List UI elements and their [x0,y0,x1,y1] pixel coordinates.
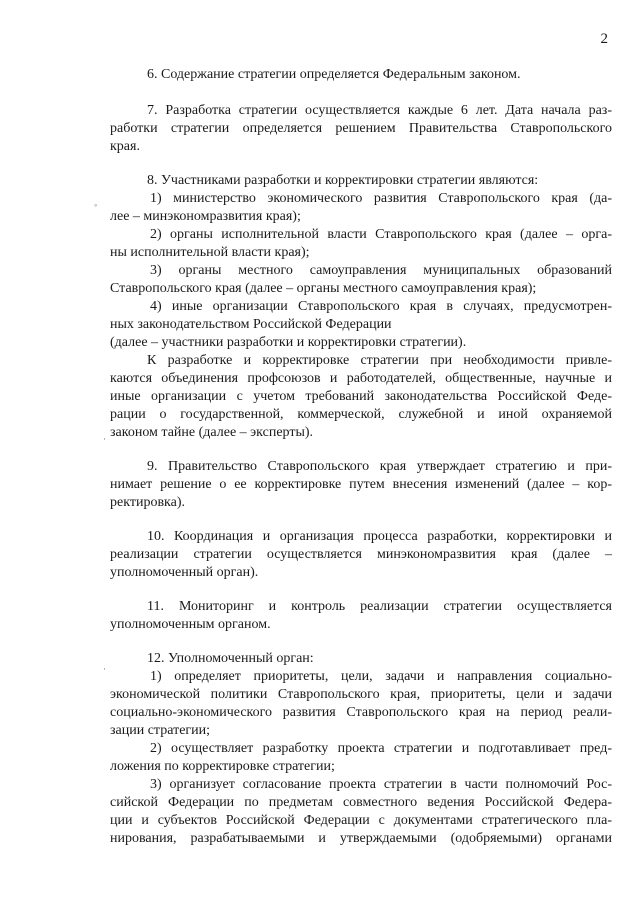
text-line: 2) органы исполнительной власти Ставропольского края (далее – орга- [150,227,612,242]
text-line: ны исполнительной власти края); [110,245,310,260]
text-line: 8. Участниками разработки и корректировки стратегии являются: [147,173,539,188]
text-line: иные организации с учетом требований законодательства Российской Федe- [110,389,612,404]
text-line: реализации стратегии осуществляется минэкономразвития края (далее – [110,547,612,562]
text-line: социально-экономического развития Ставропольского края на период реали- [110,705,612,720]
text-line: края. [110,139,140,154]
text-line: 4) иные организации Ставропольского края в случаях, предусмотрен- [150,299,612,314]
text-line: нимает решение о ее корректировке путем внесения изменений (далее – кор- [110,477,612,492]
text-line: 2) осуществляет разработку проекта стратегии и подготавливает пред- [150,741,612,756]
scan-dot: · [103,664,106,674]
text-line: уполномоченный орган). [110,565,259,580]
text-line: ции и субъектов Российской Федерации с документами стратегического пла- [110,813,612,828]
text-line: уполномоченным органом. [110,617,271,632]
text-line: экономической политики Ставропольского края, приоритеты, цели и задачи [110,687,612,702]
text-line: 11. Мониторинг и контроль реализации стратегии осуществляется [147,599,612,614]
text-line: сийской Федерации по предметам совместного ведения Российской Федера- [110,795,612,810]
text-line: 10. Координация и организация процесса разработки, корректировки и [147,529,612,544]
scan-dot: ◦ [94,200,98,210]
text-line: каются объединения профсоюзов и работодателей, общественные, научные и [110,371,612,386]
text-line: Ставропольского края (далее – органы местного самоуправления края); [110,281,537,296]
text-line: 6. Содержание стратегии определяется Федеральным законом. [147,67,521,82]
text-line: рации о государственной, коммерческой, служебной и иной охраняемой [110,407,612,422]
text-line: (далее – участники разработки и корректировки стратегии). [110,335,467,350]
text-line: нирования, разрабатываемыми и утверждаемыми (одобряемыми) органами [110,831,612,846]
text-line: ложения по корректировке стратегии; [110,759,335,774]
text-line: 1) определяет приоритеты, цели, задачи и направления социально- [150,669,612,684]
page-number: 2 [600,31,608,47]
text-line: ректировка). [110,495,186,510]
text-line: ных законодательством Российской Федерации [110,317,392,332]
text-line: зации стратегии; [110,723,211,738]
text-line: 7. Разработка стратегии осуществляется каждые 6 лет. Дата начала раз- [147,103,612,118]
text-line: 3) организует согласование проекта стратегии в части полномочий Рос- [150,777,612,792]
text-line: 12. Уполномоченный орган: [147,651,314,666]
text-line: лее – минэкономразвития края); [110,209,301,224]
text-line: законом тайне (далее – эксперты). [110,425,314,440]
text-line: К разработке и корректировке стратегии при необходимости привле- [147,353,612,368]
scan-dot: · [103,434,106,444]
text-line: работки стратегии определяется решением Правительства Ставропольского [110,121,612,136]
text-line: 9. Правительство Ставропольского края утверждает стратегию и при- [147,459,612,474]
text-line: 3) органы местного самоуправления муниципальных образований [150,263,612,278]
text-line: 1) министерство экономического развития Ставропольского края (да- [150,191,612,206]
